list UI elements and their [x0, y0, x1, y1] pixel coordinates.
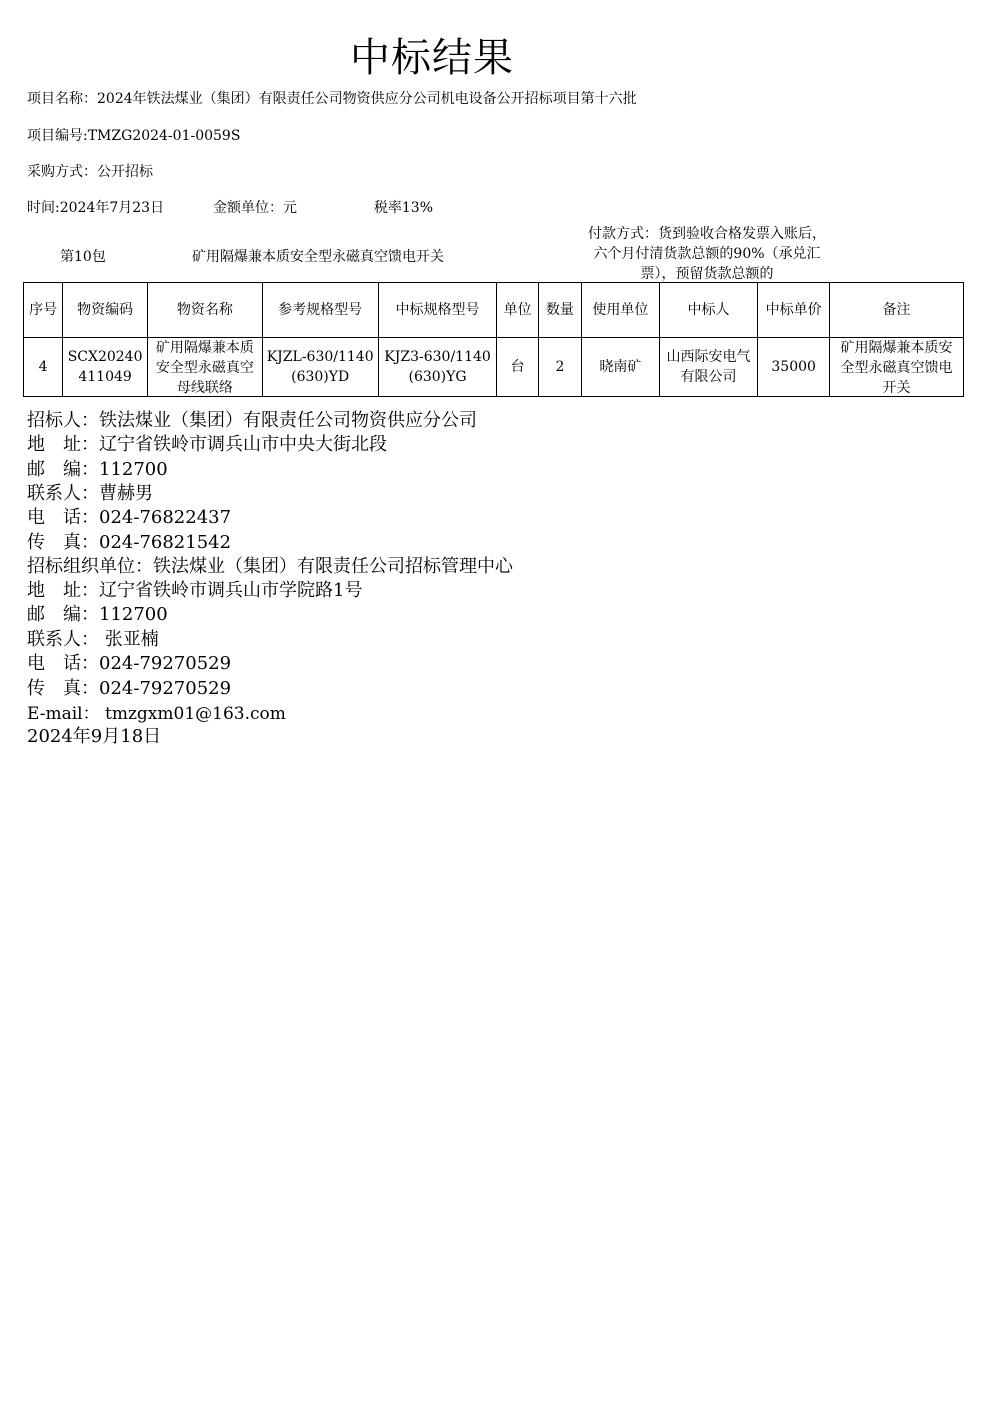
header-cell: 序号	[24, 283, 63, 338]
agency-line	[27, 555, 513, 579]
document-date: 2024年9月18日	[27, 726, 162, 747]
header-cell: 物资编码	[63, 283, 148, 338]
tenderer-address-line	[27, 433, 387, 457]
time-line	[27, 197, 433, 217]
tenderer-fax-label: 传 真：	[27, 532, 99, 553]
agency-address-line	[27, 579, 362, 603]
tenderer-label: 招标人：	[27, 410, 99, 431]
cell-winner-text: 山西际安电气有限公司	[666, 349, 751, 385]
tenderer-address-label: 地 址：	[27, 434, 99, 455]
agency-zip: 112700	[99, 604, 168, 625]
header-cell: 备注	[829, 283, 963, 338]
agency-fax-label: 传 真：	[27, 678, 99, 699]
purchase-method: 公开招标	[97, 164, 153, 180]
purchase-method-line	[27, 161, 153, 181]
agency-tel-label: 电 话：	[27, 653, 99, 674]
cell-ref-spec-text: KJZL-630/1140(630)YD	[266, 349, 374, 385]
tenderer-tel-line	[27, 506, 231, 530]
cell-name-text: 矿用隔爆兼本质安全型永磁真空母线联络	[155, 340, 254, 396]
agency-label: 招标组织单位：	[27, 556, 153, 577]
tax-value: 13%	[401, 200, 434, 216]
cell-ref-spec	[262, 338, 378, 397]
tenderer-tel: 024-76822437	[99, 507, 232, 528]
agency-email: tmzgxm01@163.com	[99, 704, 286, 724]
tenderer-zip-label: 邮 编：	[27, 459, 99, 480]
agency-email-label: E-mail：	[27, 704, 100, 724]
table-row	[24, 338, 964, 397]
project-no-line	[27, 125, 240, 145]
cell-name	[147, 338, 262, 397]
tenderer-tel-label: 电 话：	[27, 507, 99, 528]
project-name-line	[27, 88, 637, 108]
tenderer-address: 辽宁省铁岭市调兵山市中央大街北段	[99, 434, 387, 455]
tenderer-zip-line	[27, 458, 168, 482]
cell-remark-text: 矿用隔爆兼本质安全型永磁真空馈电开关	[840, 340, 953, 396]
cell-unit: 台	[497, 338, 538, 397]
agency-zip-label: 邮 编：	[27, 604, 99, 625]
project-no-label: 项目编号:	[27, 128, 88, 144]
agency-value: 铁法煤业（集团）有限责任公司招标管理中心	[153, 556, 513, 577]
header-cell: 使用单位	[582, 283, 660, 338]
agency-tel-line	[27, 652, 231, 676]
header-cell: 中标人	[659, 283, 758, 338]
agency-contact-label: 联系人：	[27, 629, 99, 650]
tenderer-contact-line	[27, 482, 153, 506]
agency-fax: 024-79270529	[99, 678, 232, 699]
header-cell: 中标单价	[758, 283, 830, 338]
project-no: TMZG2024-01-0059S	[87, 128, 241, 144]
project-name-label: 项目名称：	[27, 91, 97, 107]
agency-fax-line	[27, 677, 231, 701]
agency-zip-line	[27, 603, 168, 627]
tenderer-fax: 024-76821542	[99, 532, 232, 553]
cell-qty: 2	[538, 338, 581, 397]
tenderer-zip: 112700	[99, 459, 168, 480]
header-cell: 参考规格型号	[262, 283, 378, 338]
cell-remark	[829, 338, 963, 397]
tenderer-value: 铁法煤业（集团）有限责任公司物资供应分公司	[99, 410, 477, 431]
project-name: 2024年铁法煤业（集团）有限责任公司物资供应分公司机电设备公开招标项目第十六批	[97, 91, 637, 107]
package-number: 第10包	[60, 249, 106, 265]
cell-no: 4	[24, 338, 63, 397]
payment-terms: 付款方式：货到验收合格发票入账后，六个月付清货款总额的90%（承兑汇票），预留货款总额的	[588, 226, 826, 282]
cell-win-spec-text: KJZ3-630/1140(630)YG	[384, 349, 491, 385]
currency-label: 金额单位：	[212, 200, 283, 216]
result-table	[23, 282, 964, 397]
agency-contact: 张亚楠	[99, 629, 159, 650]
agency-email-line	[27, 702, 286, 726]
cell-price: 35000	[758, 338, 830, 397]
cell-code	[63, 338, 148, 397]
header-cell: 数量	[538, 283, 581, 338]
package-name: 矿用隔爆兼本质安全型永磁真空馈电开关	[192, 249, 444, 265]
time-label: 时间:	[27, 200, 60, 216]
tenderer-contact-label: 联系人：	[27, 483, 99, 504]
page-title: 中标结果	[350, 35, 514, 81]
tenderer-contact: 曹赫男	[99, 483, 153, 504]
cell-winner	[659, 338, 758, 397]
cell-code-text: SCX20240411049	[67, 349, 143, 385]
agency-contact-line	[27, 628, 159, 652]
agency-address-label: 地 址：	[27, 580, 99, 601]
header-cell: 物资名称	[147, 283, 262, 338]
tenderer-line	[27, 409, 477, 433]
agency-address: 辽宁省铁岭市调兵山市学院路1号	[99, 580, 363, 601]
purchase-label: 采购方式：	[27, 164, 97, 180]
agency-tel: 024-79270529	[99, 653, 232, 674]
table-header-row	[24, 283, 964, 338]
header-cell: 中标规格型号	[378, 283, 497, 338]
tenderer-fax-line	[27, 531, 231, 555]
currency-value: 元	[282, 200, 297, 216]
tax-label: 税率	[373, 200, 402, 216]
time-value: 2024年7月23日	[59, 200, 165, 216]
cell-win-spec	[378, 338, 497, 397]
cell-user: 晓南矿	[582, 338, 660, 397]
header-cell: 单位	[497, 283, 538, 338]
